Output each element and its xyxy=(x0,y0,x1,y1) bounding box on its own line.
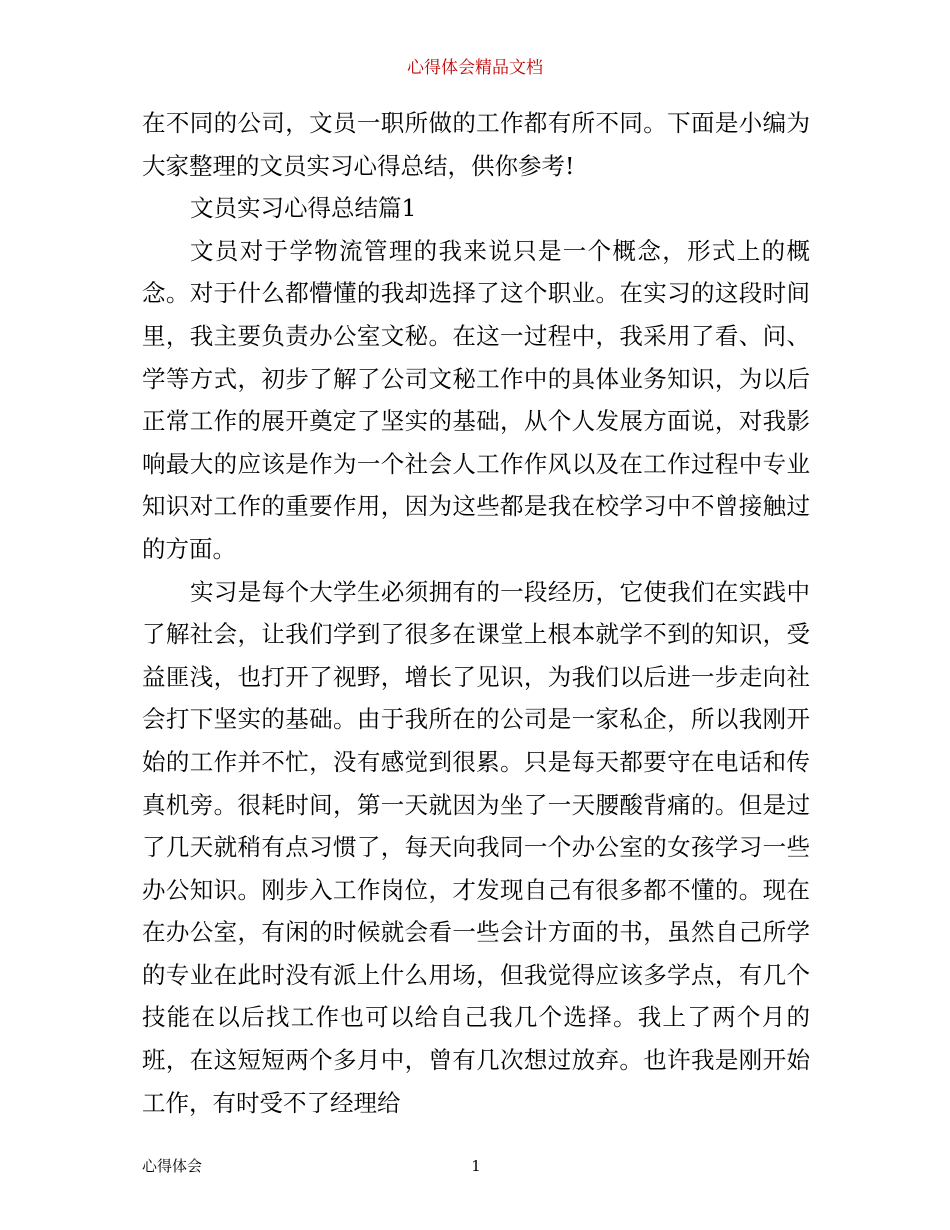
page-header-title: 心得体会精品文档 xyxy=(407,58,543,78)
body-paragraph-1: 文员对于学物流管理的我来说只是一个概念，形式上的概念。对于什么都懵懂的我却选择了这个职业。在实习的这段时间里，我主要负责办公室文秘。在这一过程中，我采用了看、问、学等方式，初步了解了公司文秘工作中的具体业务知识，为以后正常工作的展开奠定了坚实的基础，从个人发展方面说，对我影响最大的应该是作为一个社会人工作作风以及在工作过程中专业知识对工作的重要作用，因为这些都是我在校学习中不曾接触过的方面。 xyxy=(142,236,810,563)
section-title: 文员实习心得总结篇1 xyxy=(190,194,417,223)
intro-paragraph: 在不同的公司，文员一职所做的工作都有所不同。下面是小编为大家整理的文员实习心得总结，供你参考! xyxy=(142,109,810,180)
document-body xyxy=(142,102,810,1124)
body-paragraph-2: 实习是每个大学生必须拥有的一段经历，它使我们在实践中了解社会，让我们学到了很多在课堂上根本就学不到的知识，受益匪浅，也打开了视野，增长了见识，为我们以后进一步走向社会打下坚实的基础。由于我所在的公司是一家私企，所以我刚开始的工作并不忙，没有感觉到很累。只是每天都要守在电话和传真机旁。很耗时间，第一天就因为坐了一天腰酸背痛的。但是过了几天就稍有点习惯了，每天向我同一个办公室的女孩学习一些办公知识。刚步入工作岗位，才发现自己有很多都不懂的。现在在办公室，有闲的时候就会看一些会计方面的书，虽然自己所学的专业在此时没有派上什么用场，但我觉得应该多学点，有几个技能在以后找工作也可以给自己我几个选择。我上了两个月的班，在这短短两个多月中，曾有几次想过放弃。也许我是刚开始工作，有时受不了经理给 xyxy=(142,577,810,1117)
page-number: 1 xyxy=(471,1157,481,1175)
footer-label: 心得体会 xyxy=(142,1157,203,1175)
